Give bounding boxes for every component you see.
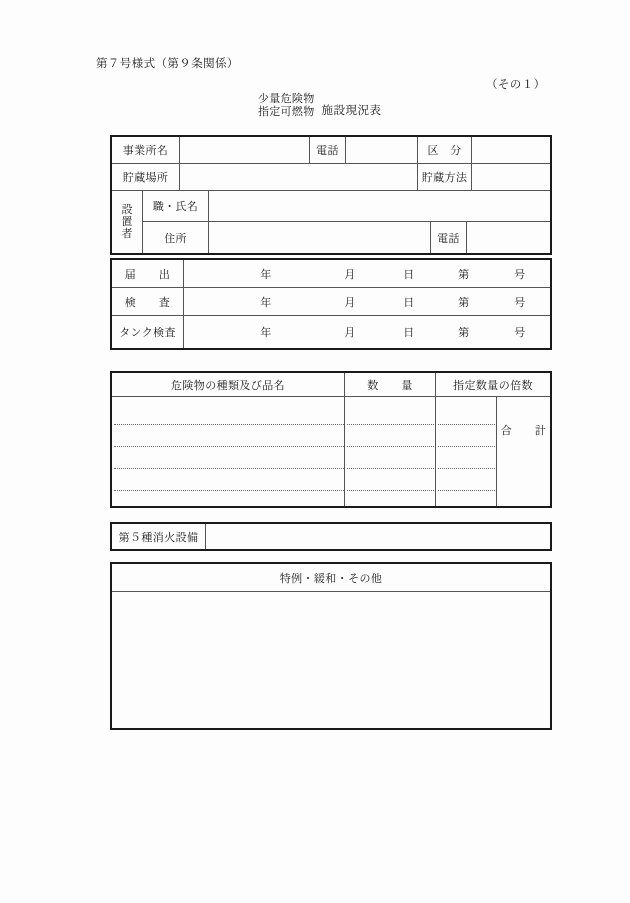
tank-month-marker: 月 <box>344 326 356 339</box>
goods-qty-header: 数 量 <box>345 373 436 396</box>
tank-go-marker: 号 <box>514 326 526 339</box>
storage-method-field[interactable] <box>472 164 550 190</box>
goods-qty-entries[interactable] <box>345 397 436 506</box>
tank-year-marker: 年 <box>260 326 272 339</box>
notify-day-marker: 日 <box>403 267 415 281</box>
special-notes-header: 特例・緩和・その他 <box>279 571 383 585</box>
installer-label-char2: 置 <box>121 214 133 228</box>
goods-kind-entries[interactable] <box>112 397 345 506</box>
table-header-row <box>112 373 550 397</box>
notify-go-marker: 号 <box>514 267 526 281</box>
table-row <box>112 316 550 348</box>
fire-equipment-table <box>110 522 552 551</box>
sheet-number: （その１） <box>486 77 546 91</box>
notify-year-marker: 年 <box>260 267 272 281</box>
table-header-row <box>112 564 550 592</box>
installer-label <box>112 191 143 253</box>
goods-entry-body <box>112 397 550 506</box>
inspection-day-marker: 日 <box>403 295 415 309</box>
inspection-label: 検 査 <box>112 288 184 315</box>
job-name-label: 職・氏名 <box>143 191 209 221</box>
table-row <box>112 137 550 164</box>
table-row <box>112 260 550 288</box>
tank-inspection-date-field[interactable] <box>184 316 550 348</box>
tank-day-marker: 日 <box>403 326 415 339</box>
address-phone-field[interactable] <box>467 222 550 253</box>
notify-dai-marker: 第 <box>458 267 470 281</box>
form-number: 第７号様式（第９条関係） <box>96 56 239 70</box>
address-label: 住所 <box>143 222 209 253</box>
office-name-label: 事業所名 <box>112 137 180 163</box>
document-title-line1: 少量危険物 <box>258 92 315 105</box>
installer-label-char1: 設 <box>121 202 133 216</box>
document-title-stacked <box>258 93 315 119</box>
office-name-field[interactable] <box>180 137 310 163</box>
inspection-year-marker: 年 <box>260 295 272 309</box>
dangerous-goods-table <box>110 371 552 508</box>
storage-place-field[interactable] <box>180 164 418 190</box>
goods-multiple-header: 指定数量の倍数 <box>453 378 533 392</box>
table-row <box>112 288 550 316</box>
goods-total-label: 合 計 <box>500 424 547 437</box>
goods-total-cell[interactable] <box>497 397 550 506</box>
address-phone-label: 電話 <box>431 222 467 253</box>
storage-method-label: 貯蔵方法 <box>418 164 472 190</box>
fire-equipment-label: 第５種消火設備 <box>112 524 206 549</box>
class-label: 区 分 <box>418 137 472 163</box>
goods-kind-header: 危険物の種類及び品名 <box>112 373 345 396</box>
goods-multiple-dotted-rules <box>436 397 496 506</box>
notify-month-marker: 月 <box>344 267 356 281</box>
goods-qty-dotted-rules <box>345 397 435 506</box>
special-notes-field[interactable] <box>112 592 550 728</box>
notify-date-field[interactable] <box>184 260 550 287</box>
goods-multiple-entries[interactable] <box>436 397 497 506</box>
table-row <box>143 191 550 222</box>
inspection-month-marker: 月 <box>344 295 356 309</box>
office-phone-field[interactable] <box>346 137 418 163</box>
installer-label-char3: 者 <box>121 227 133 241</box>
installer-subrows <box>143 191 550 253</box>
goods-kind-dotted-rules <box>112 397 345 506</box>
table-row <box>112 592 550 728</box>
table-row <box>112 164 550 191</box>
installer-row <box>112 191 550 253</box>
fire-equipment-field[interactable] <box>206 524 550 549</box>
special-notes-table <box>110 562 552 730</box>
tank-inspection-label: タンク検査 <box>112 316 184 348</box>
document-title-main: 施設現況表 <box>321 102 382 117</box>
inspection-go-marker: 号 <box>514 295 526 309</box>
notification-table <box>110 258 552 350</box>
document-title-line2: 指定可燃物 <box>258 104 315 118</box>
class-field[interactable] <box>472 137 550 163</box>
tank-dai-marker: 第 <box>458 326 470 339</box>
inspection-dai-marker: 第 <box>458 295 470 309</box>
table-row <box>112 524 550 549</box>
office-phone-label: 電話 <box>310 137 346 163</box>
table-row <box>143 222 550 253</box>
notify-label: 届 出 <box>112 260 184 287</box>
job-name-field[interactable] <box>209 191 550 221</box>
office-info-table <box>110 135 552 255</box>
storage-place-label: 貯蔵場所 <box>112 164 180 190</box>
inspection-date-field[interactable] <box>184 288 550 315</box>
document-title <box>258 93 382 119</box>
address-field[interactable] <box>209 222 431 253</box>
